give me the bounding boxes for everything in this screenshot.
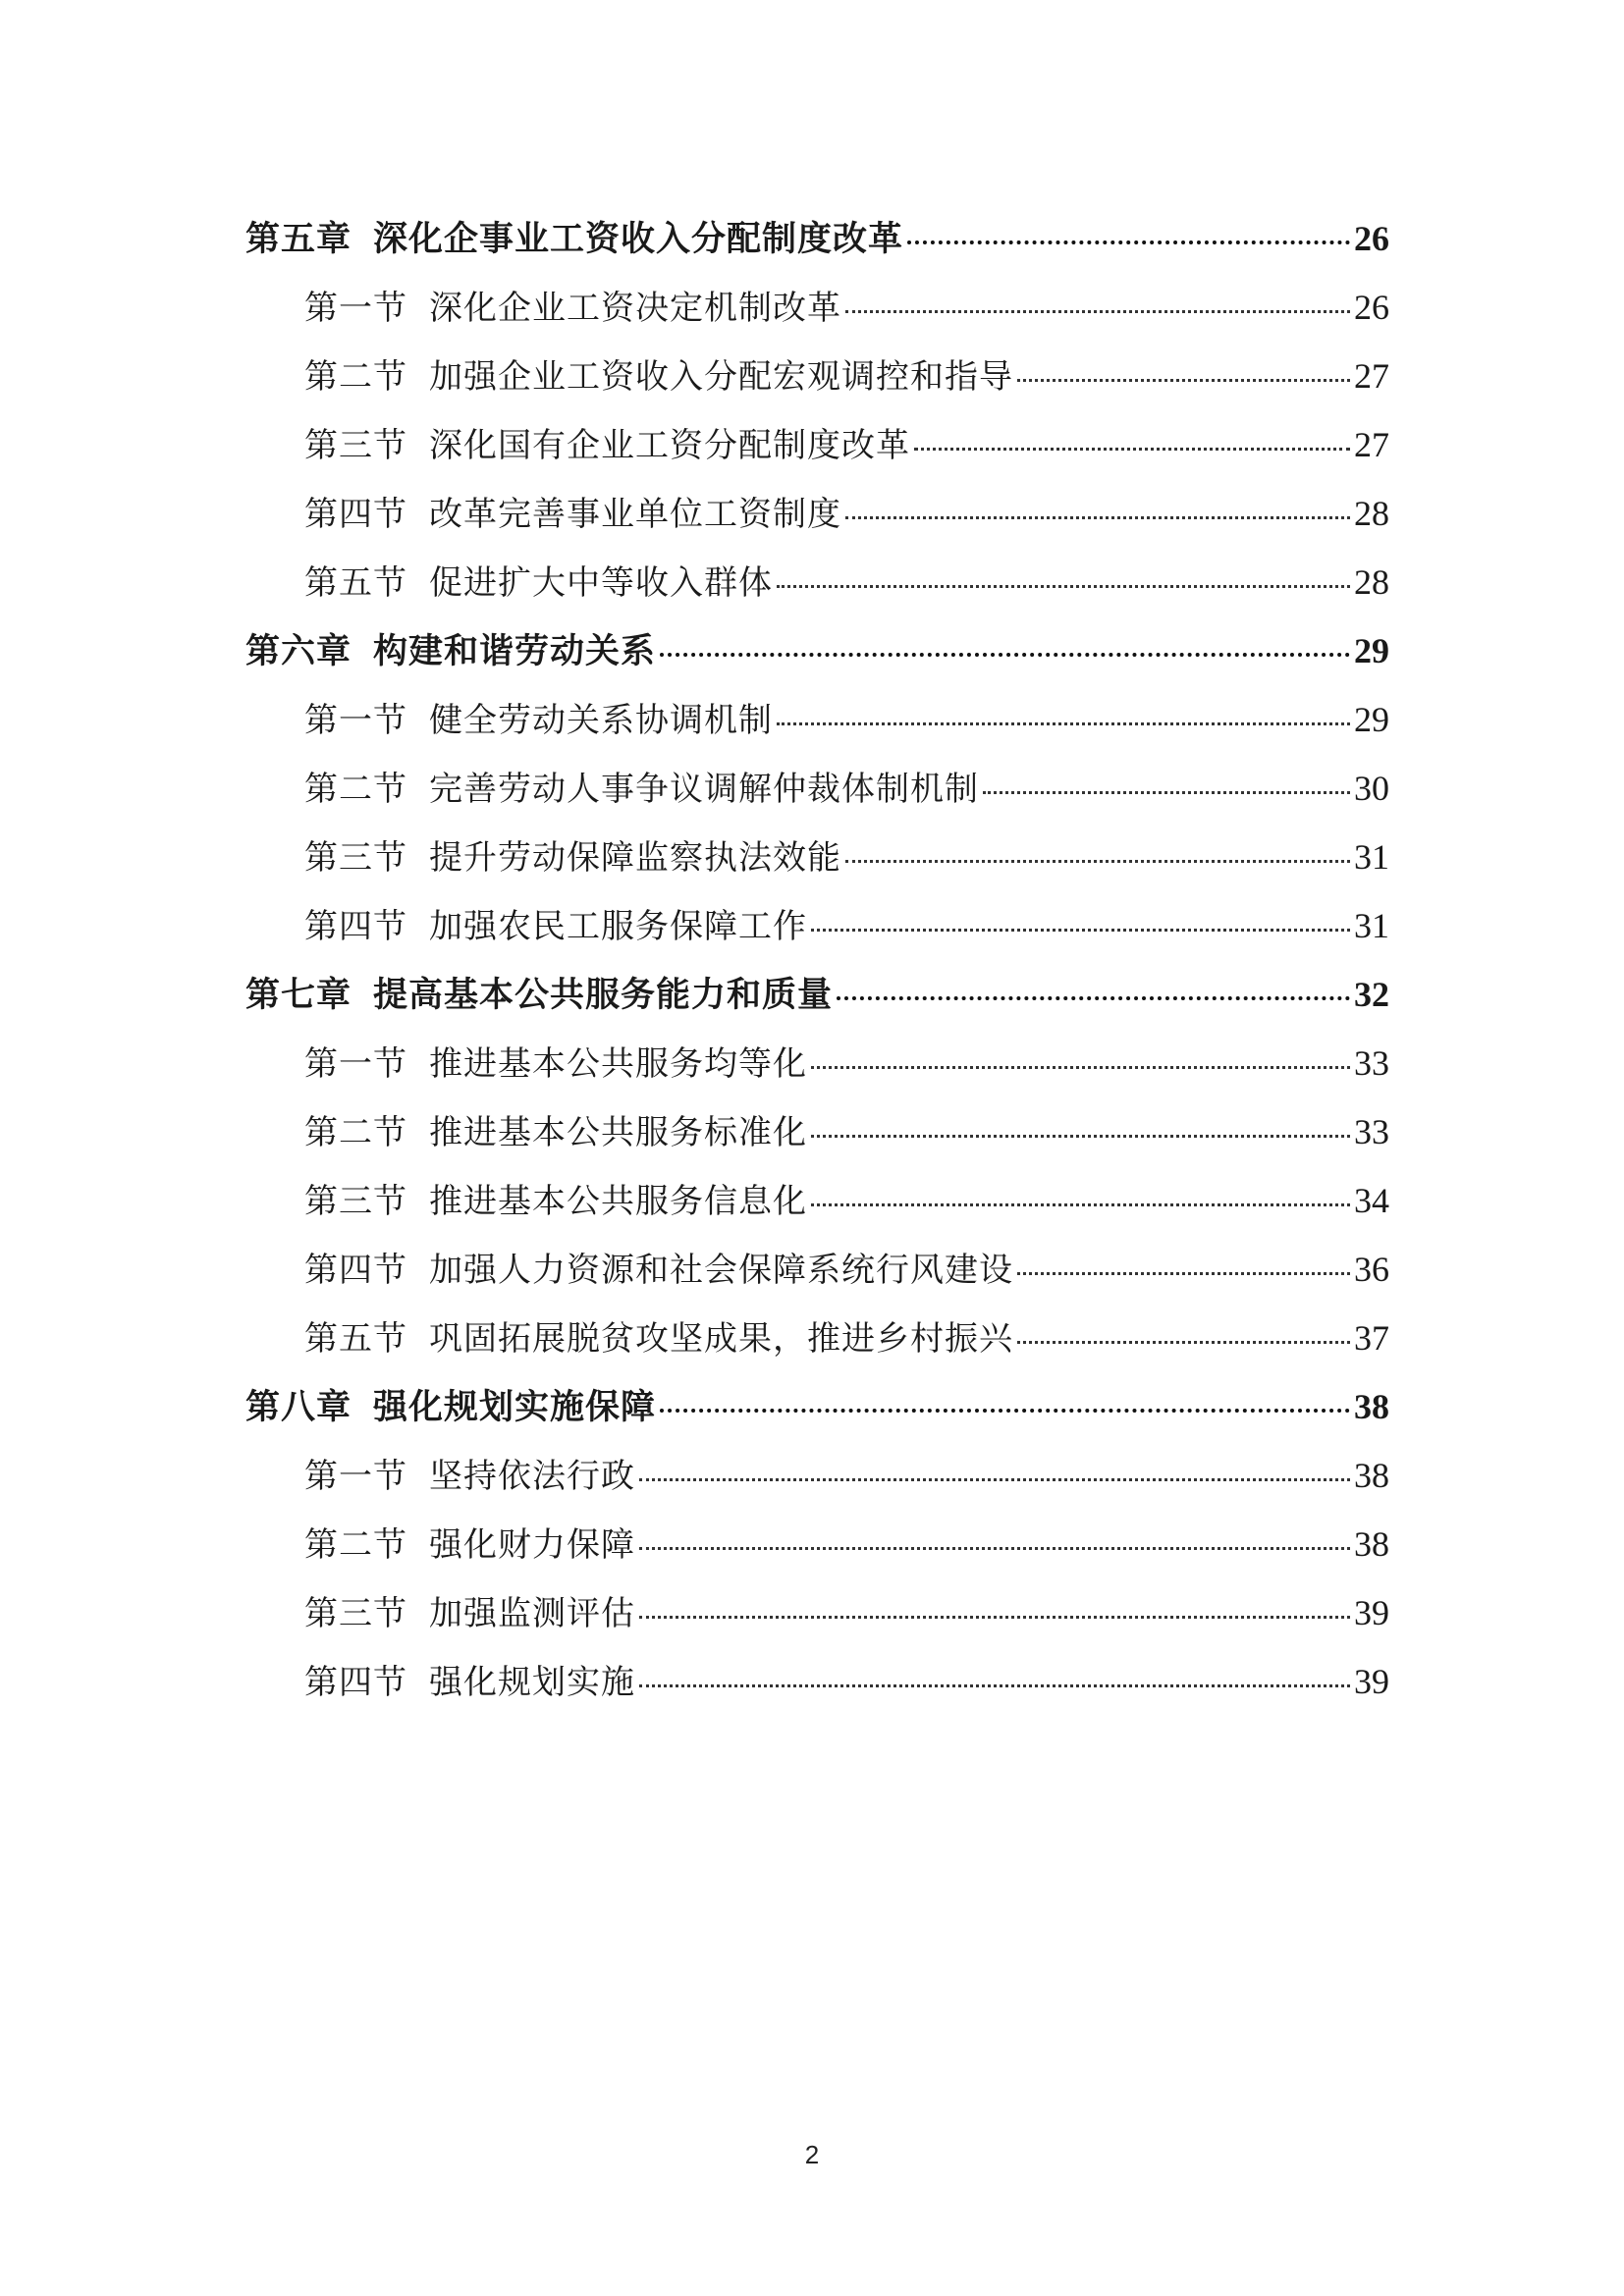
toc-dot-leader	[845, 310, 1350, 313]
toc-entry-number: 第五节	[304, 563, 407, 603]
toc-entry-number: 第三节	[304, 838, 407, 878]
toc-section-entry[interactable]	[245, 1578, 1389, 1647]
toc-dot-leader	[660, 653, 1350, 657]
toc-entry-label	[245, 617, 656, 686]
toc-section-entry[interactable]	[245, 1166, 1389, 1235]
toc-section-entry[interactable]	[245, 548, 1389, 616]
toc-entry-number: 第四节	[304, 907, 407, 946]
toc-entry-page: 37	[1354, 1318, 1389, 1358]
toc-entry-label	[245, 1373, 656, 1442]
toc-entry-label	[304, 1167, 807, 1236]
toc-section-entry[interactable]	[245, 1304, 1389, 1372]
toc-entry-label	[304, 1305, 1013, 1373]
toc-section-entry[interactable]	[245, 1097, 1389, 1166]
toc-entry-title: 加强监测评估	[429, 1594, 635, 1633]
toc-entry-label	[304, 549, 773, 617]
toc-chapter-entry[interactable]	[245, 960, 1389, 1029]
toc-entry-label	[304, 1442, 635, 1511]
toc-dot-leader	[639, 1684, 1350, 1687]
toc-dot-leader	[811, 1135, 1350, 1138]
page-number: 2	[804, 2140, 820, 2169]
toc-entry-title: 推进基本公共服务标准化	[429, 1113, 807, 1152]
toc-dot-leader	[1017, 379, 1350, 382]
toc-dot-leader	[811, 929, 1350, 932]
toc-dot-leader	[777, 722, 1350, 725]
toc-entry-title: 推进基本公共服务信息化	[429, 1182, 807, 1221]
toc-entry-page: 36	[1354, 1250, 1389, 1289]
toc-entry-title: 健全劳动关系协调机制	[429, 701, 773, 740]
toc-dot-leader	[660, 1409, 1350, 1413]
toc-section-entry[interactable]	[245, 273, 1389, 342]
toc-entry-page: 26	[1354, 219, 1389, 258]
toc-entry-number: 第八章	[245, 1387, 352, 1427]
toc-entry-title: 提高基本公共服务能力和质量	[373, 975, 834, 1015]
toc-entry-page: 33	[1354, 1043, 1389, 1083]
toc-entry-number: 第一节	[304, 1457, 407, 1496]
toc-dot-leader	[983, 791, 1350, 794]
toc-entry-number: 第一节	[304, 1044, 407, 1084]
toc-entry-page: 38	[1354, 1456, 1389, 1495]
toc-entry-title: 坚持依法行政	[429, 1457, 635, 1496]
toc-section-entry[interactable]	[245, 1510, 1389, 1578]
toc-entry-page: 27	[1354, 356, 1389, 396]
toc-entry-title: 构建和谐劳动关系	[373, 631, 657, 671]
toc-entry-title: 加强农民工服务保障工作	[429, 907, 807, 946]
toc-entry-number: 第一节	[304, 701, 407, 740]
toc-entry-page: 38	[1354, 1387, 1389, 1426]
toc-section-entry[interactable]	[245, 754, 1389, 823]
toc-entry-page: 38	[1354, 1524, 1389, 1564]
toc-section-entry[interactable]	[245, 1029, 1389, 1097]
toc-chapter-entry[interactable]	[245, 1372, 1389, 1441]
toc-entry-title: 推进基本公共服务均等化	[429, 1044, 807, 1084]
toc-entry-number: 第三节	[304, 1182, 407, 1221]
toc-entry-number: 第二节	[304, 1525, 407, 1565]
toc-dot-leader	[811, 1066, 1350, 1069]
toc-entry-number: 第二节	[304, 770, 407, 809]
toc-entry-number: 第七章	[245, 975, 352, 1015]
toc-entry-number: 第一节	[304, 289, 407, 328]
toc-entry-label	[304, 274, 841, 343]
toc-entry-page: 29	[1354, 631, 1389, 670]
toc-chapter-entry[interactable]	[245, 616, 1389, 685]
toc-dot-leader	[777, 585, 1350, 588]
toc-entry-number: 第三节	[304, 426, 407, 465]
toc-entry-page: 39	[1354, 1593, 1389, 1632]
toc-entry-label	[304, 686, 773, 755]
toc-section-entry[interactable]	[245, 891, 1389, 960]
toc-entry-number: 第二节	[304, 1113, 407, 1152]
toc-entry-page: 30	[1354, 769, 1389, 808]
toc-entry-page: 39	[1354, 1662, 1389, 1701]
toc-entry-label	[304, 343, 1013, 411]
table-of-contents	[245, 204, 1389, 1716]
toc-dot-leader	[811, 1203, 1350, 1206]
toc-entry-title: 提升劳动保障监察执法效能	[429, 838, 841, 878]
toc-section-entry[interactable]	[245, 1235, 1389, 1304]
toc-entry-label	[304, 1030, 807, 1098]
toc-dot-leader	[845, 516, 1350, 519]
toc-entry-label	[304, 1648, 635, 1717]
toc-entry-number: 第四节	[304, 1663, 407, 1702]
toc-entry-page: 31	[1354, 837, 1389, 877]
toc-entry-title: 加强企业工资收入分配宏观调控和指导	[429, 357, 1013, 397]
toc-dot-leader	[1017, 1272, 1350, 1275]
toc-section-entry[interactable]	[245, 479, 1389, 548]
toc-dot-leader	[1017, 1341, 1350, 1344]
toc-section-entry[interactable]	[245, 823, 1389, 891]
toc-dot-leader	[845, 860, 1350, 863]
toc-entry-page: 28	[1354, 494, 1389, 533]
toc-section-entry[interactable]	[245, 685, 1389, 754]
toc-dot-leader	[639, 1478, 1350, 1481]
toc-entry-title: 强化规划实施保障	[373, 1387, 657, 1427]
toc-entry-label	[304, 824, 841, 892]
toc-section-entry[interactable]	[245, 342, 1389, 410]
toc-entry-title: 强化规划实施	[429, 1663, 635, 1702]
toc-entry-label	[304, 1236, 1013, 1305]
toc-dot-leader	[914, 448, 1350, 451]
toc-dot-leader	[837, 996, 1350, 1000]
toc-entry-number: 第五节	[304, 1319, 407, 1359]
toc-chapter-entry[interactable]	[245, 204, 1389, 273]
toc-section-entry[interactable]	[245, 410, 1389, 479]
toc-entry-page: 28	[1354, 562, 1389, 602]
toc-dot-leader	[907, 240, 1350, 244]
toc-entry-title: 完善劳动人事争议调解仲裁体制机制	[429, 770, 979, 809]
toc-entry-label	[245, 961, 833, 1030]
toc-entry-page: 32	[1354, 975, 1389, 1014]
toc-entry-title: 促进扩大中等收入群体	[429, 563, 773, 603]
toc-section-entry[interactable]	[245, 1647, 1389, 1716]
toc-entry-title: 巩固拓展脱贫攻坚成果，推进乡村振兴	[429, 1319, 1013, 1359]
toc-entry-title: 加强人力资源和社会保障系统行风建设	[429, 1251, 1013, 1290]
toc-dot-leader	[639, 1547, 1350, 1550]
toc-entry-label	[304, 1579, 635, 1648]
toc-entry-page: 29	[1354, 700, 1389, 739]
toc-entry-number: 第二节	[304, 357, 407, 397]
toc-entry-page: 31	[1354, 906, 1389, 945]
toc-dot-leader	[639, 1616, 1350, 1619]
toc-entry-number: 第六章	[245, 631, 352, 671]
toc-entry-page: 34	[1354, 1181, 1389, 1220]
toc-entry-number: 第四节	[304, 495, 407, 534]
toc-entry-title: 强化财力保障	[429, 1525, 635, 1565]
toc-entry-title: 深化企业工资决定机制改革	[429, 289, 841, 328]
toc-entry-page: 26	[1354, 288, 1389, 327]
toc-entry-page: 27	[1354, 425, 1389, 464]
toc-entry-label	[304, 480, 841, 549]
toc-entry-title: 深化企事业工资收入分配制度改革	[373, 219, 904, 259]
toc-entry-number: 第三节	[304, 1594, 407, 1633]
toc-entry-label	[304, 755, 979, 824]
toc-entry-label	[245, 205, 903, 274]
toc-entry-title: 深化国有企业工资分配制度改革	[429, 426, 910, 465]
toc-entry-number: 第五章	[245, 219, 352, 259]
toc-section-entry[interactable]	[245, 1441, 1389, 1510]
toc-entry-page: 33	[1354, 1112, 1389, 1151]
toc-entry-label	[304, 892, 807, 961]
toc-entry-title: 改革完善事业单位工资制度	[429, 495, 841, 534]
toc-entry-number: 第四节	[304, 1251, 407, 1290]
toc-entry-label	[304, 1511, 635, 1579]
toc-entry-label	[304, 411, 910, 480]
toc-entry-label	[304, 1098, 807, 1167]
